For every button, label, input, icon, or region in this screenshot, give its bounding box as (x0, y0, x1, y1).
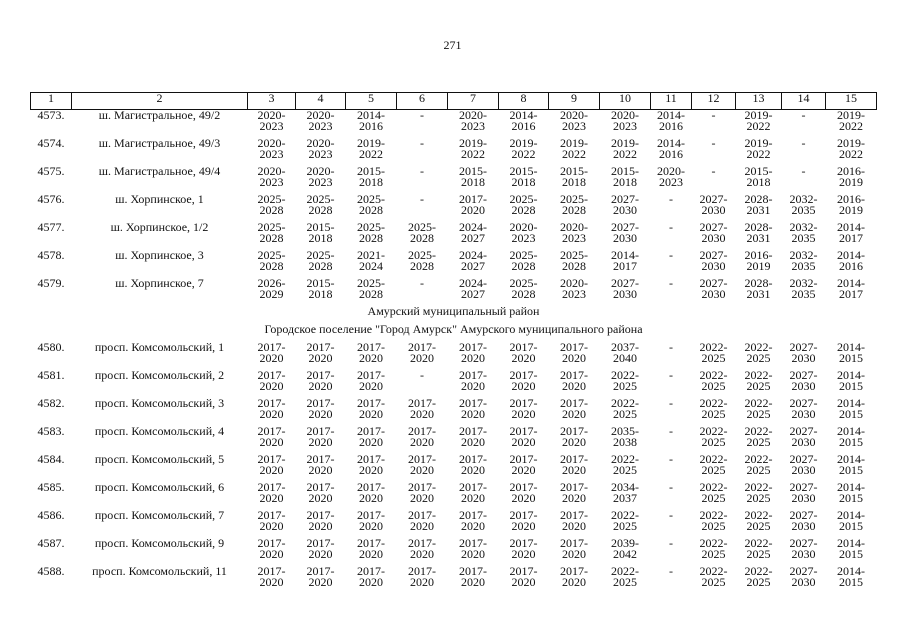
year-range-cell: 2022- 2025 (611, 508, 639, 533)
year-range-cell: 2017- 2020 (408, 564, 436, 589)
column-header: 10 (600, 93, 651, 110)
column-header: 3 (248, 93, 296, 110)
year-range-cell: 2014- 2015 (837, 536, 865, 561)
year-range-cell: 2025- 2028 (257, 220, 286, 245)
year-range-cell: 2020- 2023 (560, 108, 588, 133)
year-range-cell: 2017- 2020 (306, 564, 335, 589)
year-range-cell: 2017- 2020 (560, 368, 588, 393)
year-range-cell: 2022- 2025 (699, 564, 728, 589)
row-number: 4574. (37, 136, 65, 150)
year-range-cell: 2017- 2020 (509, 452, 538, 477)
table-row (31, 510, 877, 538)
year-range-cell: 2022- 2025 (744, 480, 773, 505)
year-range-cell: 2020- 2023 (306, 136, 335, 161)
year-range-cell: 2019- 2022 (509, 136, 538, 161)
column-header-row (31, 93, 877, 110)
row-number: 4578. (37, 248, 65, 262)
row-number: 4581. (37, 368, 65, 382)
year-range-cell: - (669, 340, 673, 354)
year-range-cell: 2017- 2020 (357, 508, 385, 533)
year-range-cell: 2022- 2025 (611, 368, 639, 393)
year-range-cell: 2017- 2020 (560, 424, 588, 449)
year-range-cell: - (669, 220, 673, 234)
table-row (31, 538, 877, 566)
year-range-cell: 2025- 2028 (560, 192, 588, 217)
year-range-cell: - (420, 164, 424, 178)
year-range-cell: - (420, 276, 424, 290)
year-range-cell: 2014- 2015 (837, 396, 865, 421)
year-range-cell: 2032- 2035 (789, 276, 818, 301)
year-range-cell: 2017- 2020 (560, 536, 588, 561)
year-range-cell: 2024- 2027 (459, 220, 487, 245)
year-range-cell: 2028- 2031 (744, 192, 773, 217)
year-range-cell: 2017- 2020 (257, 368, 286, 393)
year-range-cell: 2022- 2025 (744, 508, 773, 533)
year-range-cell: 2022- 2025 (744, 536, 773, 561)
year-range-cell: 2022- 2025 (744, 396, 773, 421)
year-range-cell: 2017- 2020 (459, 536, 487, 561)
year-range-cell: - (669, 536, 673, 550)
year-range-cell: 2026- 2029 (257, 276, 286, 301)
address-cell: просп. Комсомольский, 1 (94, 340, 225, 354)
table-row (31, 194, 877, 222)
year-range-cell: 2025- 2028 (560, 248, 588, 273)
address-cell: просп. Комсомольский, 9 (94, 536, 225, 550)
year-range-cell: 2022- 2025 (744, 452, 773, 477)
year-range-cell: 2034- 2037 (611, 480, 639, 505)
year-range-cell: 2039- 2042 (611, 536, 639, 561)
year-range-cell: 2019- 2022 (744, 136, 773, 161)
year-range-cell: 2025- 2028 (306, 248, 335, 273)
table-row (31, 398, 877, 426)
year-range-cell: 2017- 2020 (257, 452, 286, 477)
year-range-cell: - (711, 108, 716, 122)
year-range-cell: 2017- 2020 (459, 508, 487, 533)
year-range-cell: 2020- 2023 (257, 136, 286, 161)
year-range-cell: 2019- 2022 (459, 136, 487, 161)
year-range-cell: 2017- 2020 (509, 396, 538, 421)
year-range-cell: - (801, 108, 806, 122)
table-row (31, 426, 877, 454)
table-row (31, 482, 877, 510)
year-range-cell: 2014- 2015 (837, 480, 865, 505)
year-range-cell: 2035- 2038 (611, 424, 639, 449)
address-cell: ш. Хорпинское, 1/2 (110, 220, 209, 234)
address-cell: ш. Магистральное, 49/2 (98, 108, 221, 122)
table-row (31, 342, 877, 370)
year-range-cell: 2017- 2020 (306, 396, 335, 421)
year-range-cell: 2025- 2028 (509, 192, 538, 217)
year-range-cell: 2014- 2016 (837, 248, 865, 273)
year-range-cell: 2028- 2031 (744, 276, 773, 301)
year-range-cell: - (801, 136, 806, 150)
year-range-cell: 2017- 2020 (408, 536, 436, 561)
year-range-cell: - (669, 248, 673, 262)
year-range-cell: 2020- 2023 (459, 108, 487, 133)
year-range-cell: 2014- 2015 (837, 424, 865, 449)
row-number: 4582. (37, 396, 65, 410)
year-range-cell: 2017- 2020 (357, 564, 385, 589)
year-range-cell: 2017- 2020 (257, 508, 286, 533)
year-range-cell: 2014- 2016 (657, 108, 685, 133)
column-header: 5 (346, 93, 397, 110)
year-range-cell: 2019- 2022 (837, 136, 865, 161)
year-range-cell: 2017- 2020 (560, 452, 588, 477)
year-range-cell: 2017- 2020 (306, 508, 335, 533)
year-range-cell: 2022- 2025 (744, 424, 773, 449)
address-cell: ш. Магистральное, 49/3 (98, 136, 221, 150)
year-range-cell: 2027- 2030 (789, 564, 818, 589)
year-range-cell: 2017- 2020 (257, 396, 286, 421)
year-range-cell: 2017- 2020 (509, 508, 538, 533)
row-number: 4577. (37, 220, 65, 234)
year-range-cell: 2027- 2030 (789, 508, 818, 533)
year-range-cell: 2017- 2020 (257, 480, 286, 505)
year-range-cell: 2020- 2023 (657, 164, 685, 189)
address-cell: просп. Комсомольский, 11 (92, 564, 227, 578)
year-range-cell: 2017- 2020 (560, 508, 588, 533)
column-header: 4 (296, 93, 346, 110)
year-range-cell: 2027- 2030 (699, 220, 728, 245)
year-range-cell: 2027- 2030 (699, 276, 728, 301)
row-number: 4584. (37, 452, 65, 466)
row-number: 4583. (37, 424, 65, 438)
column-header: 7 (448, 93, 499, 110)
year-range-cell: 2017- 2020 (560, 396, 588, 421)
year-range-cell: 2017- 2020 (306, 340, 335, 365)
year-range-cell: 2017- 2020 (408, 480, 436, 505)
column-header: 6 (397, 93, 448, 110)
year-range-cell: 2020- 2023 (560, 220, 588, 245)
table-row (31, 110, 877, 139)
row-number: 4585. (37, 480, 65, 494)
year-range-cell: 2022- 2025 (699, 536, 728, 561)
address-cell: ш. Хорпинское, 1 (115, 192, 204, 206)
year-range-cell: 2015- 2018 (611, 164, 639, 189)
row-number: 4579. (37, 276, 65, 290)
year-range-cell: 2014- 2017 (837, 276, 865, 301)
year-range-cell: 2025- 2028 (408, 220, 436, 245)
table-row (31, 138, 877, 166)
year-range-cell: 2017- 2020 (509, 536, 538, 561)
year-range-cell: 2022- 2025 (699, 480, 728, 505)
year-range-cell: 2022- 2025 (699, 424, 728, 449)
row-number: 4580. (37, 340, 65, 354)
year-range-cell: 2017- 2020 (560, 340, 588, 365)
year-range-cell: - (669, 564, 673, 578)
year-range-cell: 2015- 2018 (509, 164, 538, 189)
year-range-cell: 2025- 2028 (509, 276, 538, 301)
year-range-cell: 2017- 2020 (509, 340, 538, 365)
year-range-cell: 2032- 2035 (789, 192, 818, 217)
year-range-cell: 2014- 2017 (611, 248, 639, 273)
year-range-cell: 2019- 2022 (837, 108, 865, 133)
year-range-cell: 2037- 2040 (611, 340, 639, 365)
year-range-cell: 2014- 2015 (837, 368, 865, 393)
year-range-cell: 2017- 2020 (357, 452, 385, 477)
column-header: 14 (782, 93, 826, 110)
year-range-cell: 2017- 2020 (408, 452, 436, 477)
year-range-cell: - (420, 192, 424, 206)
row-number: 4575. (37, 164, 65, 178)
year-range-cell: 2020- 2023 (257, 164, 286, 189)
row-number: 4576. (37, 192, 65, 206)
year-range-cell: 2032- 2035 (789, 248, 818, 273)
year-range-cell: 2022- 2025 (744, 564, 773, 589)
address-cell: ш. Хорпинское, 3 (115, 248, 204, 262)
year-range-cell: 2027- 2030 (789, 480, 818, 505)
district-heading-title: Амурский муниципальный район (367, 304, 540, 318)
year-range-cell: 2022- 2025 (699, 340, 728, 365)
year-range-cell: 2014- 2015 (837, 452, 865, 477)
year-range-cell: 2017- 2020 (357, 368, 385, 393)
year-range-cell: 2017- 2020 (257, 340, 286, 365)
year-range-cell: 2027- 2030 (789, 368, 818, 393)
year-range-cell: 2027- 2030 (789, 396, 818, 421)
year-range-cell: 2022- 2025 (744, 340, 773, 365)
year-range-cell: 2022- 2025 (699, 452, 728, 477)
year-range-cell: 2014- 2015 (837, 564, 865, 589)
year-range-cell: 2025- 2028 (257, 192, 286, 217)
table-row (31, 250, 877, 278)
year-range-cell: 2020- 2023 (611, 108, 639, 133)
year-range-cell: 2015- 2018 (357, 164, 385, 189)
column-header: 8 (499, 93, 549, 110)
year-range-cell: - (669, 452, 673, 466)
year-range-cell: 2017- 2020 (257, 424, 286, 449)
column-header: 1 (31, 93, 72, 110)
year-range-cell: - (669, 192, 673, 206)
year-range-cell: 2017- 2020 (459, 396, 487, 421)
year-range-cell: 2022- 2025 (699, 368, 728, 393)
year-range-cell: - (669, 480, 673, 494)
year-range-cell: 2017- 2020 (257, 536, 286, 561)
year-range-cell: 2019- 2022 (357, 136, 385, 161)
year-range-cell: 2021- 2024 (357, 248, 385, 273)
year-range-cell: 2017- 2020 (306, 480, 335, 505)
year-range-cell: 2032- 2035 (789, 220, 818, 245)
address-cell: просп. Комсомольский, 4 (94, 424, 225, 438)
address-cell: просп. Комсомольский, 7 (94, 508, 225, 522)
column-header: 11 (651, 93, 692, 110)
address-cell: просп. Комсомольский, 3 (94, 396, 225, 410)
year-range-cell: 2017- 2020 (459, 192, 487, 217)
year-range-cell: 2022- 2025 (611, 452, 639, 477)
year-range-cell: 2014- 2016 (657, 136, 685, 161)
year-range-cell: - (669, 424, 673, 438)
year-range-cell: - (420, 136, 424, 150)
address-cell: ш. Магистральное, 49/4 (98, 164, 221, 178)
address-cell: ш. Хорпинское, 7 (115, 276, 204, 290)
year-range-cell: 2015- 2018 (560, 164, 588, 189)
year-range-cell: 2027- 2030 (611, 192, 639, 217)
address-cell: просп. Комсомольский, 5 (94, 452, 225, 466)
year-range-cell: 2016- 2019 (744, 248, 773, 273)
year-range-cell: 2015- 2018 (744, 164, 773, 189)
year-range-cell: 2017- 2020 (306, 536, 335, 561)
year-range-cell: 2017- 2020 (357, 480, 385, 505)
table-row (31, 222, 877, 250)
year-range-cell: 2025- 2028 (357, 276, 385, 301)
year-range-cell: 2027- 2030 (611, 220, 639, 245)
year-range-cell: 2017- 2020 (306, 452, 335, 477)
year-range-cell: 2020- 2023 (306, 164, 335, 189)
year-range-cell: 2025- 2028 (408, 248, 436, 273)
year-range-cell: 2025- 2028 (357, 192, 385, 217)
year-range-cell: 2027- 2030 (789, 340, 818, 365)
page-number: 271 (443, 38, 462, 52)
year-range-cell: 2017- 2020 (459, 340, 487, 365)
year-range-cell: 2025- 2028 (509, 248, 538, 273)
year-range-cell: - (711, 164, 716, 178)
year-range-cell: 2020- 2023 (560, 276, 588, 301)
year-range-cell: 2017- 2020 (560, 480, 588, 505)
year-range-cell: 2017- 2020 (357, 396, 385, 421)
year-range-cell: 2022- 2025 (611, 396, 639, 421)
year-range-cell: 2015- 2018 (459, 164, 487, 189)
year-range-cell: 2017- 2020 (509, 480, 538, 505)
year-range-cell: 2020- 2023 (509, 220, 538, 245)
table-row (31, 566, 877, 594)
year-range-cell: 2022- 2025 (611, 564, 639, 589)
year-range-cell: 2025- 2028 (257, 248, 286, 273)
year-range-cell: 2014- 2016 (509, 108, 538, 133)
year-range-cell: 2017- 2020 (357, 536, 385, 561)
year-range-cell: 2017- 2020 (257, 564, 286, 589)
year-range-cell: - (420, 108, 424, 122)
year-range-cell: 2017- 2020 (459, 480, 487, 505)
year-range-cell: 2024- 2027 (459, 276, 487, 301)
year-range-cell: 2016- 2019 (837, 192, 865, 217)
year-range-cell: 2017- 2020 (459, 368, 487, 393)
year-range-cell: 2027- 2030 (789, 452, 818, 477)
year-range-cell: 2017- 2020 (459, 564, 487, 589)
year-range-cell: 2028- 2031 (744, 220, 773, 245)
year-range-cell: 2017- 2020 (509, 368, 538, 393)
year-range-cell: 2024- 2027 (459, 248, 487, 273)
column-header: 13 (736, 93, 782, 110)
row-number: 4588. (37, 564, 65, 578)
year-range-cell: 2020- 2023 (306, 108, 335, 133)
year-range-cell: 2014- 2017 (837, 220, 865, 245)
address-cell: просп. Комсомольский, 2 (94, 368, 225, 382)
year-range-cell: 2027- 2030 (699, 248, 728, 273)
year-range-cell: 2015- 2018 (306, 276, 335, 301)
year-range-cell: 2022- 2025 (699, 508, 728, 533)
year-range-cell: 2027- 2030 (699, 192, 728, 217)
year-range-cell: 2017- 2020 (459, 424, 487, 449)
column-header: 12 (692, 93, 736, 110)
year-range-cell: 2014- 2016 (357, 108, 385, 133)
row-number: 4586. (37, 508, 65, 522)
year-range-cell: 2017- 2020 (357, 340, 385, 365)
year-range-cell: 2017- 2020 (560, 564, 588, 589)
year-range-cell: 2027- 2030 (789, 536, 818, 561)
column-header: 2 (72, 93, 248, 110)
year-range-cell: 2014- 2015 (837, 340, 865, 365)
year-range-cell: 2027- 2030 (789, 424, 818, 449)
year-range-cell: 2014- 2015 (837, 508, 865, 533)
year-range-cell: 2019- 2022 (560, 136, 588, 161)
year-range-cell: 2017- 2020 (357, 424, 385, 449)
year-range-cell: 2016- 2019 (837, 164, 865, 189)
year-range-cell: 2017- 2020 (306, 368, 335, 393)
column-header: 15 (826, 93, 877, 110)
year-range-cell: 2019- 2022 (744, 108, 773, 133)
year-range-cell: 2017- 2020 (509, 424, 538, 449)
year-range-cell: - (669, 368, 673, 382)
year-range-cell: 2017- 2020 (408, 396, 436, 421)
table-row (31, 370, 877, 398)
table-row (31, 166, 877, 194)
year-range-cell: 2025- 2028 (306, 192, 335, 217)
year-range-cell: - (669, 276, 673, 290)
year-range-cell: 2017- 2020 (408, 340, 436, 365)
year-range-cell: 2027- 2030 (611, 276, 639, 301)
year-range-cell: 2020- 2023 (257, 108, 286, 133)
year-range-cell: - (669, 396, 673, 410)
year-range-cell: 2025- 2028 (357, 220, 385, 245)
repair-schedule-table (30, 92, 877, 594)
year-range-cell: 2017- 2020 (408, 424, 436, 449)
year-range-cell: 2022- 2025 (744, 368, 773, 393)
table-row (31, 454, 877, 482)
year-range-cell: - (420, 368, 424, 382)
column-header: 9 (549, 93, 600, 110)
year-range-cell: 2017- 2020 (408, 508, 436, 533)
address-cell: просп. Комсомольский, 6 (94, 480, 225, 494)
year-range-cell: - (669, 508, 673, 522)
row-number: 4587. (37, 536, 65, 550)
table-row (31, 278, 877, 306)
year-range-cell: 2019- 2022 (611, 136, 639, 161)
year-range-cell: - (801, 164, 806, 178)
year-range-cell: 2017- 2020 (459, 452, 487, 477)
row-number: 4573. (37, 108, 65, 122)
year-range-cell: - (711, 136, 716, 150)
year-range-cell: 2015- 2018 (306, 220, 335, 245)
year-range-cell: 2017- 2020 (509, 564, 538, 589)
year-range-cell: 2022- 2025 (699, 396, 728, 421)
year-range-cell: 2017- 2020 (306, 424, 335, 449)
settlement-heading-title: Городское поселение "Город Амурск" Амурского муниципального района (264, 322, 643, 336)
